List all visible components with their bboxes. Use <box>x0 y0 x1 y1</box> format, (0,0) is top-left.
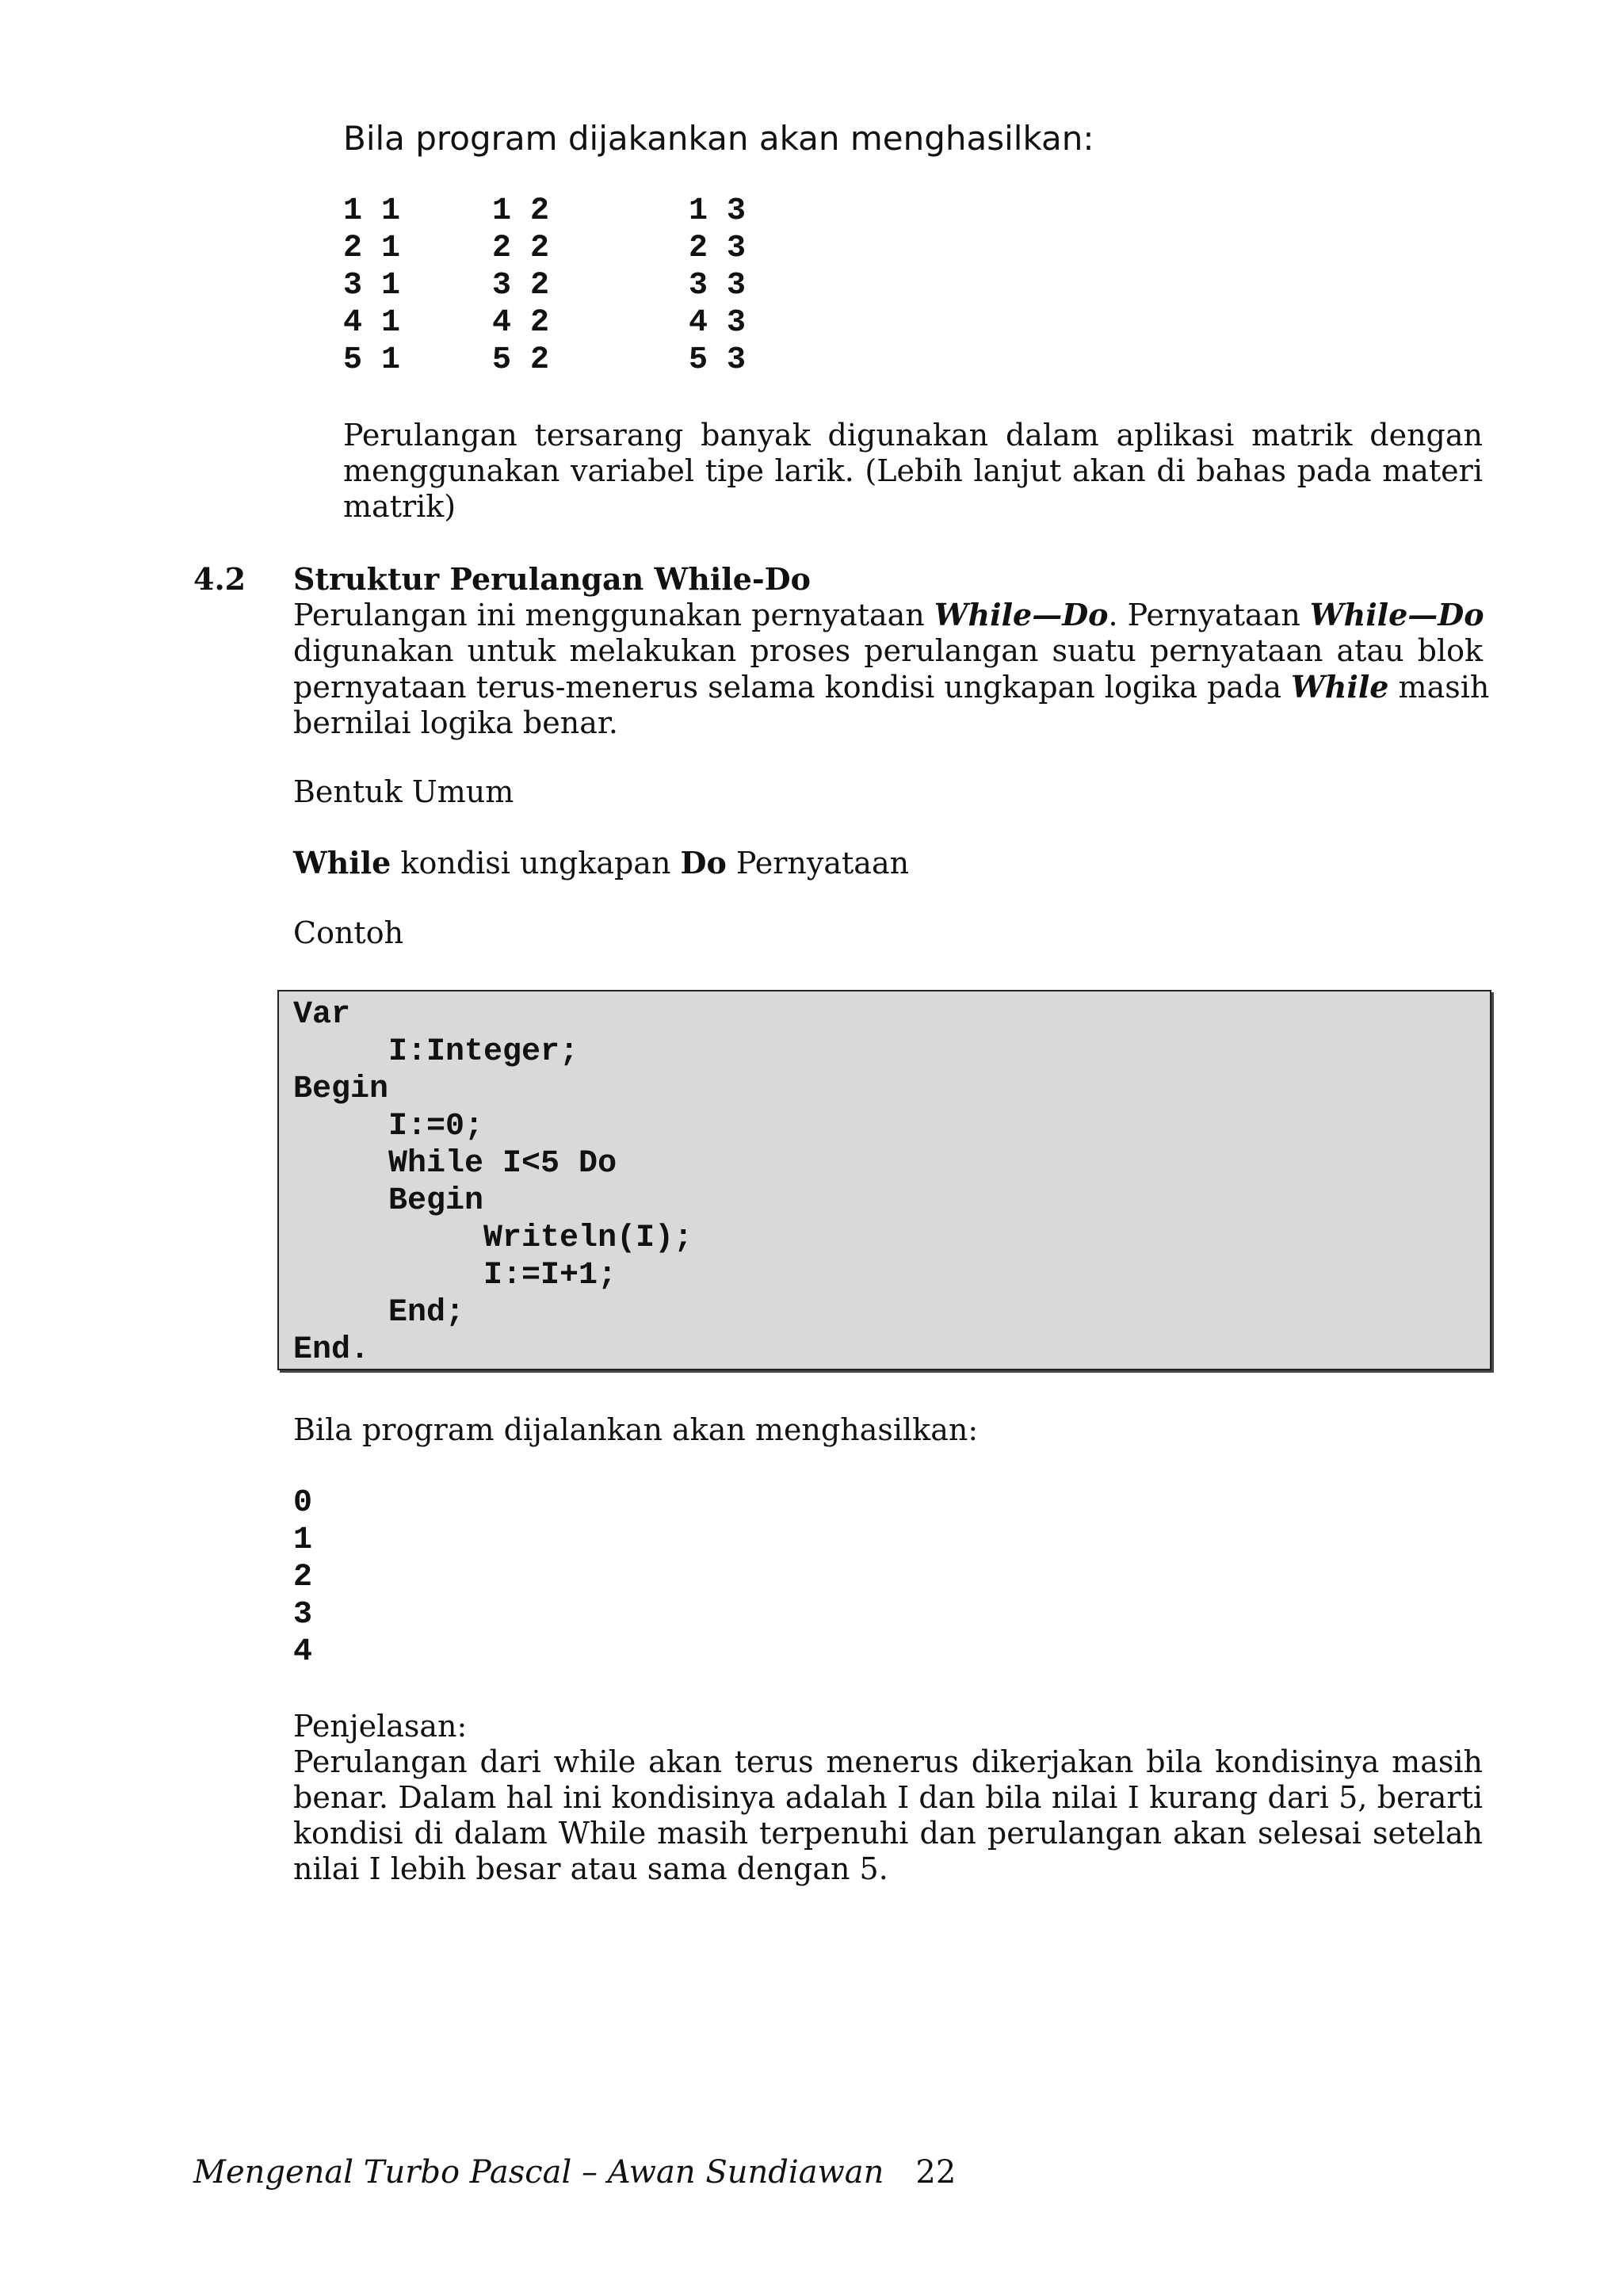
result-column-3 <box>689 193 746 379</box>
text-run: kondisi ungkapan <box>391 846 681 881</box>
result-cell: 2 1 <box>343 231 401 266</box>
intro-heading: Bila program dijakankan akan menghasilkan: <box>343 119 1094 158</box>
paragraph-line: digunakan untuk melakukan proses perulangan suatu pernyataan atau blok <box>293 633 1483 668</box>
text-run: masih <box>1388 670 1490 705</box>
keyword-while: While <box>293 845 391 881</box>
paragraph-line <box>293 669 1490 705</box>
text-run: Perulangan ini menggunakan pernyataan <box>293 598 934 632</box>
result-cell: 4 2 <box>492 305 550 341</box>
general-form-syntax <box>293 845 909 881</box>
result-cell: 2 3 <box>689 231 747 266</box>
keyword-while-do: While—Do <box>1309 597 1484 632</box>
result-cell: 3 2 <box>492 268 550 304</box>
result-cell: 1 1 <box>343 193 401 229</box>
result-cell: 1 3 <box>689 193 747 229</box>
result-cell: 5 3 <box>689 342 747 378</box>
paragraph-line: kondisi di dalam While masih terpenuhi dan perulangan akan selesai setelah <box>293 1816 1483 1851</box>
nested-loop-paragraph <box>343 418 1483 525</box>
example-label: Contoh <box>293 915 404 950</box>
paragraph-line: benar. Dalam hal ini kondisinya adalah I dan bila nilai I kurang dari 5, berarti <box>293 1780 1483 1815</box>
run-output-label: Bila program dijalankan akan menghasilkan: <box>293 1412 979 1447</box>
keyword-while-do: While—Do <box>934 597 1109 632</box>
keyword-while: While <box>1291 669 1389 705</box>
section-intro-paragraph <box>293 597 1490 741</box>
result-cell: 3 1 <box>343 268 401 304</box>
paragraph-line: Perulangan tersarang banyak digunakan dalam aplikasi matrik dengan <box>343 418 1483 453</box>
paragraph-line: nilai I lebih besar atau sama dengan 5. <box>293 1851 888 1886</box>
section-number: 4.2 <box>193 561 246 597</box>
paragraph-line: matrik) <box>343 489 456 524</box>
result-cell: 5 2 <box>492 342 550 378</box>
page-footer <box>193 2154 956 2191</box>
output-list: 0 1 2 3 4 <box>293 1485 313 1670</box>
result-cell: 5 1 <box>343 342 401 378</box>
paragraph-line: menggunakan variabel tipe larik. (Lebih lanjut akan di bahas pada materi <box>343 453 1483 488</box>
explanation-paragraph <box>293 1744 1483 1887</box>
page-number: 22 <box>915 2154 957 2191</box>
text-run: pernyataan terus-menerus selama kondisi ungkapan logika pada <box>293 670 1292 705</box>
text-run: Pernyataan <box>726 846 910 881</box>
explanation-label: Penjelasan: <box>293 1709 468 1744</box>
paragraph-line: Perulangan dari while akan terus menerus dikerjakan bila kondisinya masih <box>293 1744 1483 1779</box>
general-form-label: Bentuk Umum <box>293 774 514 809</box>
code-block <box>277 990 1491 1370</box>
result-cell: 3 3 <box>689 268 747 304</box>
result-cell: 1 2 <box>492 193 550 229</box>
result-cell: 4 3 <box>689 305 747 341</box>
result-column-1 <box>343 193 400 379</box>
result-cell: 2 2 <box>492 231 550 266</box>
code-text: Var I:Integer; Begin I:=0; While I<5 Do Begin Writeln(I); I:=I+1; End; End. <box>293 997 693 1368</box>
paragraph-line: bernilai logika benar. <box>293 705 618 740</box>
result-column-2 <box>492 193 549 379</box>
paragraph-line <box>293 597 1483 633</box>
result-cell: 4 1 <box>343 305 401 341</box>
section-title: Struktur Perulangan While-Do <box>293 561 811 597</box>
keyword-do: Do <box>680 845 727 881</box>
footer-title: Mengenal Turbo Pascal – Awan Sundiawan <box>193 2154 884 2191</box>
text-run: . Pernyataan <box>1108 598 1310 632</box>
